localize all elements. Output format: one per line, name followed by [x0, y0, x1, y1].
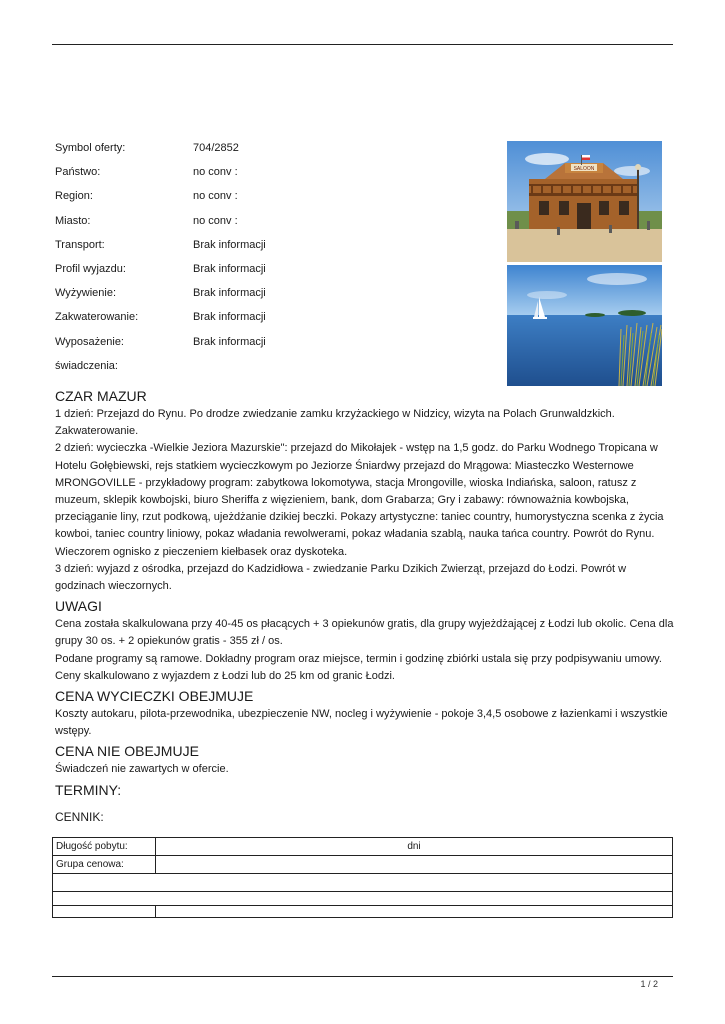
info-label: Profil wyjazdu: — [55, 262, 126, 275]
info-row — [55, 263, 495, 287]
uwagi-text-1: Cena została skalkulowana przy 40-45 os płacących + 3 opiekunów gratis, dla grupy wyjeżdżającej z Łodzi lub okolic. Cena dla grupy 30 os. + 2 opiekunów gratis - 355 zł / os. — [55, 618, 674, 648]
section-title-uwagi: UWAGI — [55, 598, 102, 615]
table-cell-label: Grupa cenowa: — [53, 856, 156, 874]
info-value: Brak informacji — [193, 238, 266, 251]
section-title-nie-obejmuje: CENA NIE OBEJMUJE — [55, 743, 199, 760]
info-row — [55, 142, 495, 166]
obejmuje-text: Koszty autokaru, pilota-przewodnika, ubezpieczenie NW, nocleg i wyżywienie - pokoje 3,4,5 osobowe z łazienkami i wszystkie wstępy. — [55, 708, 668, 738]
info-value: 704/2852 — [193, 142, 239, 154]
info-row — [55, 336, 495, 360]
info-row — [55, 215, 495, 239]
info-label: Państwo: — [55, 166, 101, 179]
table-row — [53, 874, 673, 892]
info-row — [55, 190, 495, 214]
price-table — [52, 837, 673, 918]
info-value: Brak informacji — [193, 335, 266, 348]
info-row — [55, 239, 495, 263]
info-row — [55, 360, 495, 384]
table-cell-label: Długość pobytu: — [53, 838, 156, 856]
info-row — [55, 166, 495, 190]
lake-photo — [507, 265, 662, 386]
table-row — [53, 838, 673, 856]
info-label: Wyposażenie: — [55, 335, 124, 348]
day-1-text: 1 dzień: Przejazd do Rynu. Po drodze zwiedzanie zamku krzyżackiego w Nidzicy, wizyta na Polach Grunwaldzkich. Zakwaterowanie. — [55, 408, 615, 438]
info-label: Wyżywienie: — [55, 287, 117, 300]
table-cell-value: dni — [156, 838, 673, 856]
info-label: Miasto: — [55, 214, 91, 227]
info-label: Region: — [55, 190, 93, 203]
info-label: Symbol oferty: — [55, 142, 126, 154]
uwagi-text-2: Podane programy są ramowe. Dokładny program oraz miejsce, termin i godzinę zbiórki ustala się przy podpisywaniu umowy. — [55, 652, 662, 665]
info-value: Brak informacji — [193, 311, 266, 324]
table-row — [53, 892, 673, 906]
bottom-rule — [52, 976, 673, 977]
info-row — [55, 311, 495, 335]
info-value: Brak informacji — [193, 262, 266, 275]
table-cell — [53, 874, 673, 892]
section-title-terminy: TERMINY: — [55, 781, 122, 798]
section-title-obejmuje: CENA WYCIECZKI OBEJMUJE — [55, 688, 254, 705]
saloon-photo — [507, 141, 662, 262]
offer-info — [55, 142, 495, 384]
photo-column — [507, 141, 662, 386]
info-label: Zakwaterowanie: — [55, 311, 139, 324]
table-cell — [156, 906, 673, 918]
section-title-czar-mazur: CZAR MAZUR — [55, 388, 147, 404]
info-label: świadczenia: — [55, 359, 118, 372]
uwagi-text-3: Ceny skalkulowano z wyjazdem z Łodzi lub do 25 km od granic Łodzi. — [55, 669, 395, 682]
info-value: no conv : — [193, 190, 238, 203]
offer-description — [55, 385, 675, 829]
info-value: Brak informacji — [193, 287, 266, 300]
table-row — [53, 856, 673, 874]
table-cell — [53, 892, 673, 906]
nie-obejmuje-text: Świadczeń nie zawartych w ofercie. — [55, 763, 229, 776]
page-number: 1 / 2 — [640, 979, 658, 989]
table-cell — [53, 906, 156, 918]
top-rule — [52, 44, 673, 45]
info-row — [55, 287, 495, 311]
info-label: Transport: — [55, 238, 105, 251]
info-value: no conv : — [193, 166, 238, 179]
info-value: no conv : — [193, 214, 238, 227]
table-cell-value — [156, 856, 673, 874]
table-row — [53, 906, 673, 918]
day-3-text: 3 dzień: wyjazd z ośrodka, przejazd do Kadzidłowa - zwiedzanie Parku Dzikich Zwierząt, przejazd do Łodzi. Powrót w godzinach wieczornych. — [55, 562, 627, 593]
section-title-cennik: CENNIK: — [55, 809, 104, 824]
saloon-sign-text: SALOON — [573, 166, 595, 172]
day-2-text: 2 dzień: wycieczka -Wielkie Jeziora Mazurskie": przejazd do Mikołajek - wstęp na 1,5 godz. do Parku Wodnego Tropicana w Hotelu Gołębiewski, rejs statkiem wycieczkowym po Jeziorze Śniardwy przejazd do Mrągowa: Miasteczko Westernowe MRONGOVILLE - przykładowy program: zabytkowa lokomotywa, stacja Mrongoville, wioska Indiańska, saloon, ratusz z muzeum, sklepik kowbojski, biuro Sheriffa z więzieniem, bank, dom Grabarza; Gry i zabawy: równoważnia kowbojska, przeciąganie liny, rzut podkową, ujeżdżanie dzikiej beczki. Pokazy artystyczne: taniec country, humorystyczna scenka z życia kowboi, taniec country liniowy, pokaz władania rewolwerami, pokaz władania szablą, nauka tańca country. Powrót do Rynu. Wieczorem ognisko z pieczeniem kiełbasek oraz dyskoteka. — [55, 442, 664, 558]
